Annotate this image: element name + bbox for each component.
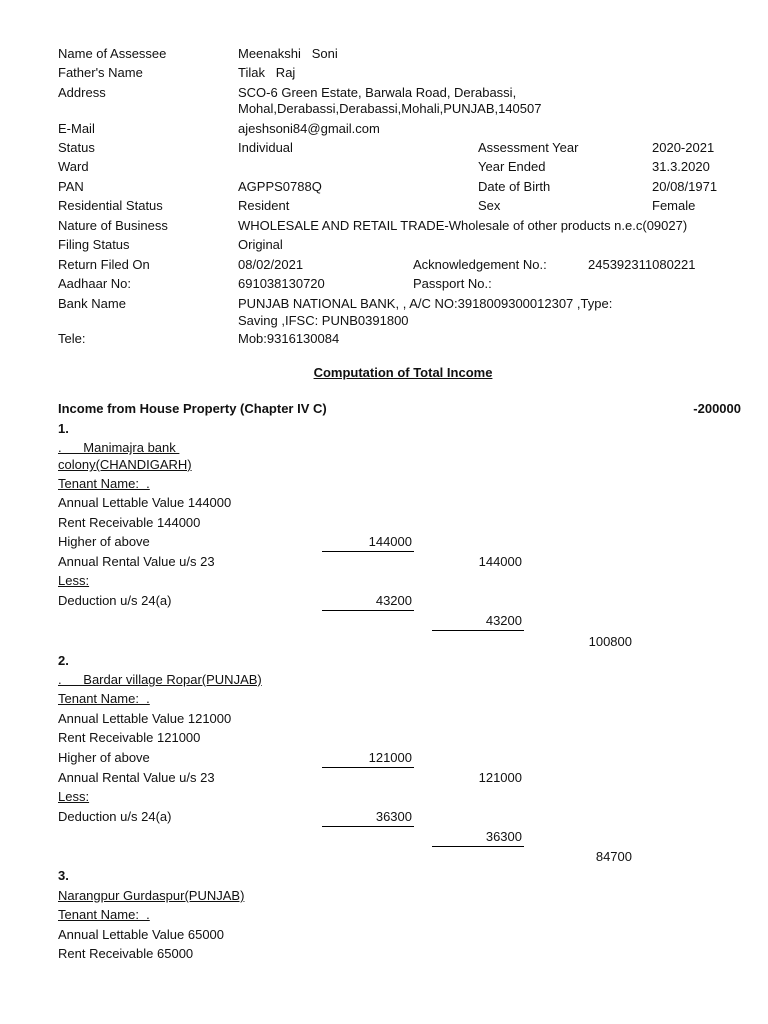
underline [322, 767, 414, 768]
label-aadhaar: Aadhaar No: [58, 276, 131, 291]
rent-receivable: Rent Receivable 121000 [58, 730, 201, 745]
value-bank-line2: Saving ,IFSC: PUNB0391800 [238, 313, 409, 328]
underline [432, 846, 524, 847]
annual-rental-value: 144000 [478, 554, 522, 569]
label-ward: Ward [58, 159, 89, 174]
tenant-name: Tenant Name: . [58, 907, 150, 922]
label-father: Father's Name [58, 65, 143, 80]
label-name: Name of Assessee [58, 46, 167, 61]
property-number: 1. [58, 421, 69, 436]
value-year-ended: 31.3.2020 [652, 159, 710, 174]
value-bank-line1: PUNJAB NATIONAL BANK, , A/C NO:3918009300012307 ,Type: [238, 296, 613, 311]
label-residential: Residential Status [58, 198, 163, 213]
higher-of-above-value: 144000 [368, 534, 412, 549]
value-return-filed: 08/02/2021 [238, 257, 304, 272]
label-sex: Sex [478, 198, 501, 213]
label-address: Address [58, 85, 106, 100]
net-income: 100800 [588, 634, 632, 649]
annual-rental-value: 121000 [478, 770, 522, 785]
value-name: Meenakshi Soni [238, 46, 338, 61]
property-number: 2. [58, 653, 69, 668]
annual-rental-value-label: Annual Rental Value u/s 23 [58, 770, 215, 785]
value-sex: Female [652, 198, 696, 213]
underline [322, 826, 414, 827]
value-pan: AGPPS0788Q [238, 179, 322, 194]
property-name: Narangpur Gurdaspur(PUNJAB) [58, 888, 245, 903]
value-ack: 245392311080221 [588, 257, 696, 272]
property-name-line2: colony(CHANDIGARH) [58, 457, 192, 472]
less-label: Less: [58, 789, 90, 804]
value-status: Individual [238, 140, 293, 155]
deduction-total: 43200 [485, 613, 522, 628]
section-title: Income from House Property (Chapter IV C) [58, 401, 327, 416]
value-address-line2: Mohal,Derabassi,Derabassi,Mohali,PUNJAB,140507 [238, 101, 542, 116]
label-tele: Tele: [58, 331, 86, 346]
deduction-label: Deduction u/s 24(a) [58, 593, 172, 608]
value-email: ajeshsoni84@gmail.com [238, 121, 380, 136]
annual-lettable-value: Annual Lettable Value 144000 [58, 495, 232, 510]
annual-lettable-value: Annual Lettable Value 121000 [58, 711, 232, 726]
rent-receivable: Rent Receivable 144000 [58, 515, 201, 530]
value-dob: 20/08/1971 [652, 179, 718, 194]
less-label: Less: [58, 573, 90, 588]
label-assessment-year: Assessment Year [478, 140, 579, 155]
value-assessment-year: 2020-2021 [652, 140, 715, 155]
tenant-name: Tenant Name: . [58, 476, 150, 491]
label-business: Nature of Business [58, 218, 168, 233]
net-income: 84700 [595, 849, 632, 864]
label-bank: Bank Name [58, 296, 126, 311]
tenant-name: Tenant Name: . [58, 691, 150, 706]
value-father: Tilak Raj [238, 65, 296, 80]
value-business: WHOLESALE AND RETAIL TRADE-Wholesale of other products n.e.c(09027) [238, 218, 688, 233]
value-tele: Mob:9316130084 [238, 331, 340, 346]
value-address-line1: SCO-6 Green Estate, Barwala Road, Derabassi, [238, 85, 517, 100]
value-aadhaar: 691038130720 [238, 276, 325, 291]
annual-rental-value-label: Annual Rental Value u/s 23 [58, 554, 215, 569]
computation-title: Computation of Total Income [313, 365, 493, 380]
rent-receivable: Rent Receivable 65000 [58, 946, 194, 961]
deduction-label: Deduction u/s 24(a) [58, 809, 172, 824]
section-total: -200000 [693, 401, 741, 416]
underline [322, 610, 414, 611]
property-number: 3. [58, 868, 69, 883]
label-email: E-Mail [58, 121, 95, 136]
label-dob: Date of Birth [478, 179, 551, 194]
label-return-filed: Return Filed On [58, 257, 150, 272]
label-year-ended: Year Ended [478, 159, 546, 174]
underline [322, 551, 414, 552]
property-name: . Bardar village Ropar(PUNJAB) [58, 672, 262, 687]
higher-of-above-label: Higher of above [58, 534, 150, 549]
value-filing: Original [238, 237, 283, 252]
label-pan: PAN [58, 179, 84, 194]
label-status: Status [58, 140, 95, 155]
property-name: . Manimajra bank [58, 440, 180, 455]
value-residential: Resident [238, 198, 290, 213]
label-ack: Acknowledgement No.: [413, 257, 547, 272]
underline [432, 630, 524, 631]
deduction-value: 43200 [375, 593, 412, 608]
annual-lettable-value: Annual Lettable Value 65000 [58, 927, 225, 942]
deduction-total: 36300 [485, 829, 522, 844]
deduction-value: 36300 [375, 809, 412, 824]
label-passport: Passport No.: [413, 276, 492, 291]
higher-of-above-value: 121000 [368, 750, 412, 765]
higher-of-above-label: Higher of above [58, 750, 150, 765]
label-filing: Filing Status [58, 237, 130, 252]
